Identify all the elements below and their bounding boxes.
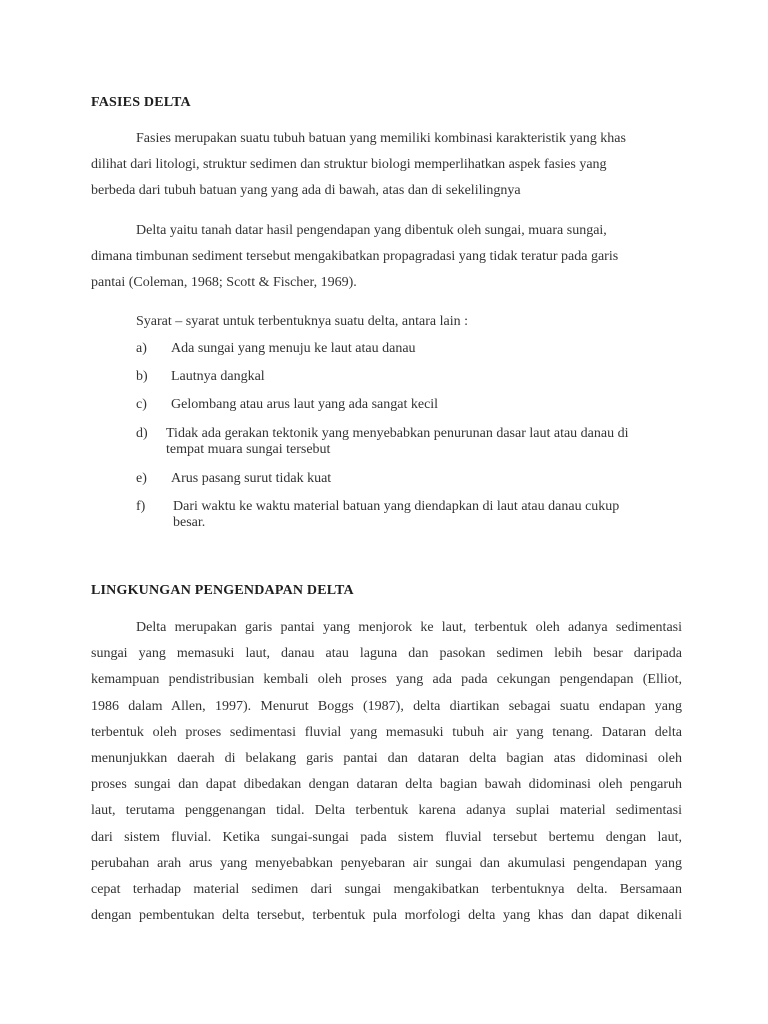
- text-line: 1986 dalam Allen, 1997). Menurut Boggs (1987), delta diartikan sebagai suatu endapan yang: [91, 698, 682, 714]
- text-line: dilihat dari litologi, struktur sedimen dan struktur biologi memperlihatkan aspek fasies yang: [91, 157, 607, 172]
- text-line: terbentuk oleh proses sedimentasi fluvial yang memasuki tubuh air yang tenang. Dataran delta: [91, 724, 682, 740]
- text-line: laut, terutama penggenangan tidal. Delta terbentuk karena adanya suplai material sedimentasi: [91, 803, 682, 819]
- list-text: Arus pasang surut tidak kuat: [171, 471, 332, 486]
- text-line: cepat terhadap material sedimen dari sungai mengakibatkan terbentuknya delta. Bersamaan: [91, 882, 682, 898]
- list-marker: c): [136, 397, 147, 412]
- text-line: pantai (Coleman, 1968; Scott & Fischer, 1969).: [91, 275, 357, 290]
- text-line: dengan pembentukan delta tersebut, terbentuk pula morfologi delta yang khas dan dapat dikenali: [91, 908, 682, 924]
- text-line: perubahan arah arus yang menyebabkan penyebaran air sungai dan akumulasi pengendapan yang: [91, 855, 682, 871]
- list-text: Tidak ada gerakan tektonik yang menyebabkan penurunan dasar laut atau danau di tempat muara sungai tersebut: [166, 426, 629, 457]
- text-line: proses sungai dan dapat dibedakan dengan dataran delta bagian bawah didominasi oleh pengaruh: [91, 777, 682, 793]
- paragraph-fasies-definition: [91, 126, 681, 204]
- list-marker: f): [136, 499, 146, 514]
- list-marker: e): [136, 471, 147, 486]
- list-marker: d): [136, 426, 148, 441]
- text-line: sungai yang memasuki laut, danau atau laguna dan pasokan sedimen lebih besar daripada: [91, 646, 682, 662]
- text-line: dari sistem fluvial. Ketika sungai-sungai pada sistem fluvial tersebut bertemu dengan laut,: [91, 829, 682, 845]
- paragraph-lingkungan-delta: [91, 615, 682, 929]
- list-marker: a): [136, 341, 147, 356]
- list-text: Ada sungai yang menuju ke laut atau danau: [171, 341, 416, 356]
- list-lead: Syarat – syarat untuk terbentuknya suatu delta, antara lain :: [136, 314, 469, 329]
- section-heading-lingkungan-pengendapan-delta: LINGKUNGAN PENGENDAPAN DELTA: [91, 583, 354, 598]
- text-line: Delta yaitu tanah datar hasil pengendapan yang dibentuk oleh sungai, muara sungai,: [136, 223, 607, 238]
- list-text: Dari waktu ke waktu material batuan yang diendapkan di laut atau danau cukup besar.: [173, 499, 620, 530]
- text-line: dimana timbunan sediment tersebut mengakibatkan propagradasi yang tidak teratur pada garis: [91, 249, 619, 264]
- text-line: kemampuan pendistribusian kembali oleh proses yang ada pada cekungan pengendapan (Elliot,: [91, 672, 682, 688]
- text-line: menunjukkan daerah di belakang garis pantai dan dataran delta bagian atas didominasi oleh: [91, 751, 682, 767]
- list-marker: b): [136, 369, 148, 384]
- list-text: Lautnya dangkal: [171, 369, 265, 384]
- text-line: Fasies merupakan suatu tubuh batuan yang memiliki kombinasi karakteristik yang khas: [136, 131, 626, 146]
- list-text: Gelombang atau arus laut yang ada sangat kecil: [171, 397, 439, 412]
- section-heading-fasies-delta: FASIES DELTA: [91, 95, 191, 110]
- text-line: berbeda dari tubuh batuan yang yang ada di bawah, atas dan di sekelilingnya: [91, 183, 521, 198]
- paragraph-delta-definition: [91, 218, 681, 296]
- text-line: Delta merupakan garis pantai yang menjorok ke laut, terbentuk oleh adanya sedimentasi: [136, 620, 682, 635]
